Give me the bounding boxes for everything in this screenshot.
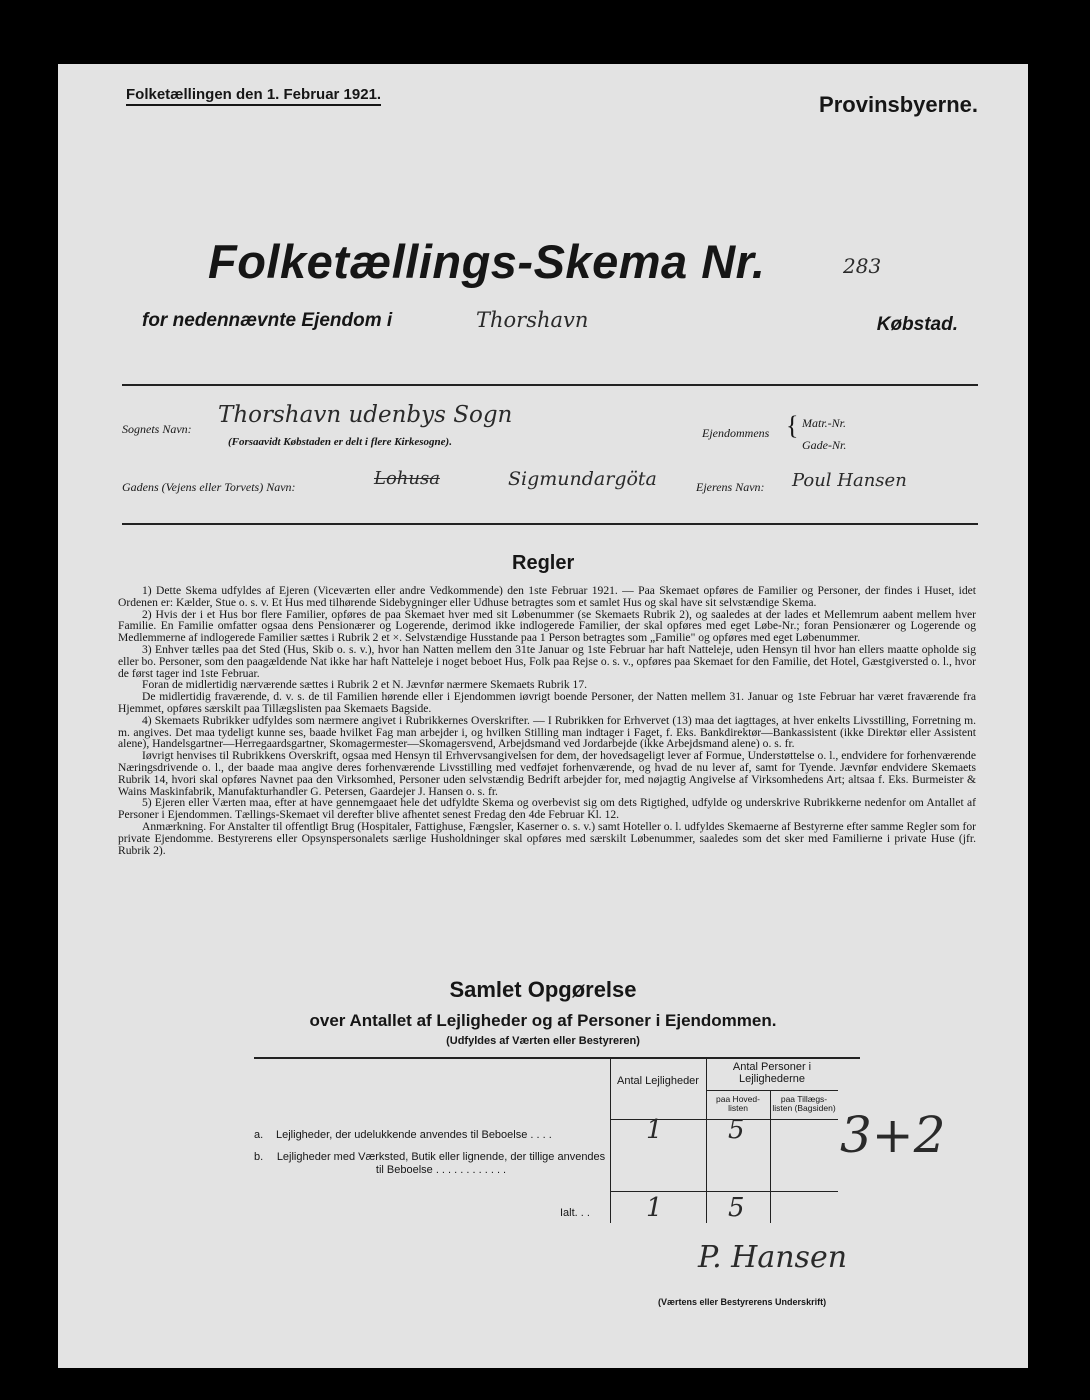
rule-paragraph: Anmærkning. For Anstalter til offentligt Brug (Hospitaler, Fattighuse, Fængsler, Kaserner o. s. v.) samt Hoteller o. l. udfyldes Skemaerne af Bestyrerne efter samme Regler som for private Ejendomme. Bestyrerens eller Opsynspersonalets særlige Husholdninger skal opføres med særskilt Løbenummer, saaledes som det sker med Familierne i private Huse (jfr. Rubrik 2). <box>118 819 976 857</box>
summary-note: (Udfyldes af Værten eller Bestyreren) <box>446 1035 640 1047</box>
row-a-letter: a. <box>254 1129 264 1141</box>
side-note: 3+2 <box>840 1106 946 1164</box>
table-subheader-rule <box>706 1090 838 1091</box>
rule-paragraph: 4) Skemaets Rubrikker udfyldes som nærmere angivet i Rubrikkernes Overskrifter. — I Rubrikken for Erhvervet (13) maa det iagttages, at hver enkelts Livsstilling, Forretning m. m. angives. Det maa tydeligt kunne ses, baade hvilket Fag man arbejder i, og hvilken Stilling man indtager i Faget, f. Eks. Bankdirektør—Bankassistent (ikke Direktør eller Assistent alene), Handelsgartner—Herregaardsgartner, Skomagermester—Skomagersvend, Arbejdsmand ved Jordarbejde (ikke Arbejdsmand alene) o. s. fr. <box>118 713 976 751</box>
col-persons-header: Antal Personer i Lejlighederne <box>732 1061 812 1085</box>
census-form-page <box>58 64 1028 1368</box>
row-a-apartments: 1 <box>646 1115 663 1145</box>
rule-paragraph: 5) Ejeren eller Værten maa, efter at have gennemgaaet hele det udfyldte Skema og overbevist sig om dets Rigtighed, udfylde og underskrive Rubrikkerne nedenfor om Antallet af Personer i Ejendommen. Tællings-Skemaet vil derefter blive afhentet senest Fredag den 4de Februar Kl. 12. <box>118 796 976 822</box>
col-main-list-header: paa Hoved-listen <box>716 1094 760 1113</box>
row-b-letter: b. <box>254 1151 264 1163</box>
table-divider <box>770 1091 771 1223</box>
table-header-rule <box>610 1119 838 1120</box>
total-apartments: 1 <box>646 1193 663 1223</box>
table-top-rule <box>254 1057 860 1059</box>
town-name: Thorshavn <box>476 308 589 332</box>
top-rule <box>122 384 978 386</box>
region-heading: Provinsbyerne. <box>819 92 978 117</box>
matr-label: Matr.-Nr. <box>802 416 847 430</box>
row-a-main-list: 5 <box>728 1115 745 1145</box>
row-b-label: Lejligheder med Værksted, Butik eller lignende, der tillige anvendes til Beboelse . . . . . . . . . . . . <box>276 1151 606 1176</box>
town-suffix: Købstad. <box>876 314 958 335</box>
schema-number: 283 <box>843 254 882 278</box>
table-divider <box>706 1057 707 1223</box>
estate-brace: { <box>786 411 799 440</box>
summary-subtitle: over Antallet af Lejligheder og af Personer i Ejendommen. <box>309 1011 777 1030</box>
mid-rule <box>122 523 978 525</box>
col-apartments-header: Antal Lejligheder <box>617 1075 699 1087</box>
rules-text <box>118 585 976 856</box>
parish-value: Thorshavn udenbys Sogn <box>218 402 513 428</box>
parish-label: Sognets Navn: <box>122 422 192 436</box>
form-title: Folketællings-Skema Nr. <box>208 235 766 288</box>
rule-paragraph: 2) Hvis der i et Hus bor flere Familier, opføres de paa Skemaet hver med sit Løbenummer (se Skemaets Rubrik 2), og saaledes at der lades et Mellemrum aabent mellem hver Familie. En Familie omfatter ogsaa dens Pensionærer og Logerende, derimod ikke indlogerede Familier, der skal opføres med eget Løbe-Nr.; foran Pensionærer og Logerende og Medlemmerne af indlogerede Familier sættes i Rubrik 2 et ×. Selvstændige Husstande paa 1 Person betragtes som „Familie" og opføres med eget Løbenummer. <box>118 607 976 645</box>
street-value-crossed: Lohusa <box>374 468 440 489</box>
rule-paragraph: De midlertidig fraværende, d. v. s. de til Familien hørende eller i Ejendommen iøvrigt boende Personer, der Natten mellem 31. Januar og 1ste Februar har været fraværende fra Hjemmet, opføres særskilt paa Tillægslisten paa Skemaets Bagside. <box>118 690 976 715</box>
total-label: Ialt. . . <box>560 1207 590 1219</box>
street-value: Sigmundargöta <box>508 468 657 490</box>
rule-paragraph: Foran de midlertidig nærværende sættes i Rubrik 2 et N. Jævnfør nærmere Skemaets Rubrik 17. <box>142 678 588 692</box>
street-label: Gadens (Vejens eller Torvets) Navn: <box>122 480 296 494</box>
signature-label: (Værtens eller Bestyrerens Underskrift) <box>658 1297 827 1307</box>
summary-table <box>254 1057 860 1225</box>
row-a-label: Lejligheder, der udelukkende anvendes til Beboelse . . . . <box>276 1129 552 1141</box>
table-divider <box>610 1057 611 1223</box>
gade-label: Gade-Nr. <box>802 438 847 452</box>
owner-label: Ejerens Navn: <box>696 480 765 494</box>
rule-paragraph: 1) Dette Skema udfyldes af Ejeren (Viceværten eller andre Vedkommende) den 1ste Februar 1921. — Paa Skemaet opføres de Familier og Personer, der findes i Huset, idet Ordenen er: Kælder, Stue o. s. v. Et Hus med tilhørende Sidebygninger eller Udhuse betragtes som et samlet Hus og skal have sit selvstændige Skema. <box>118 584 976 609</box>
census-date-heading: Folketællingen den 1. Februar 1921. <box>126 86 381 106</box>
estate-label: Ejendommens <box>702 426 770 440</box>
rule-paragraph: 3) Enhver tælles paa det Sted (Hus, Skib o. s. v.), hvor han Natten mellem den 31te Januar og 1ste Februar har haft Natteleje, uden Hensyn til hvor han ellers maatte opholde sig eller bo. Personer, som den paagældende Nat ikke har haft Natteleje i noget beboet Hus, Folk paa Rejse o. s. v., opføres paa Skemaet for den Familie, det Hotel, Gæstgiversted o. l., hvor de først tager ind 1ste Februar. <box>118 642 976 680</box>
parish-note: (Forsaavidt Købstaden er delt i flere Kirkesogne). <box>228 436 452 448</box>
col-supplement-header: paa Tillægs-listen (Bagsiden) <box>772 1094 836 1113</box>
form-subtitle: for nedennævnte Ejendom i <box>142 310 393 331</box>
signature: P. Hansen <box>698 1240 848 1275</box>
summary-title: Samlet Opgørelse <box>449 977 637 1002</box>
total-rule <box>610 1191 838 1192</box>
total-main-list: 5 <box>728 1193 745 1223</box>
owner-value: Poul Hansen <box>792 470 907 491</box>
rules-title: Regler <box>512 552 575 574</box>
rule-paragraph: Iøvrigt henvises til Rubrikkens Overskrift, ogsaa med Hensyn til Erhvervsangivelsen for dem, der hovedsageligt lever af Formue, Understøttelse o. l., endvidere for forhenværende Næringsdrivende o. l., der baade maa angive deres forhenværende Livsstilling med vedføjet forhenværende, og hvad de nu lever af, samt for Tyende. Jævnfør endvidere Skemaets Rubrik 14, hvori skal opføres Navnet paa den Virksomhed, Personer uden selvstændig Bedrift arbejder for, med nøjagtig Angivelse af Virksomhedens Art; altsaa f. Eks. Burmeister & Wains Maskinfabrik, Manufakturhandler G. Petersen, Gaardejer J. Hansen o. s. fr. <box>118 749 976 798</box>
